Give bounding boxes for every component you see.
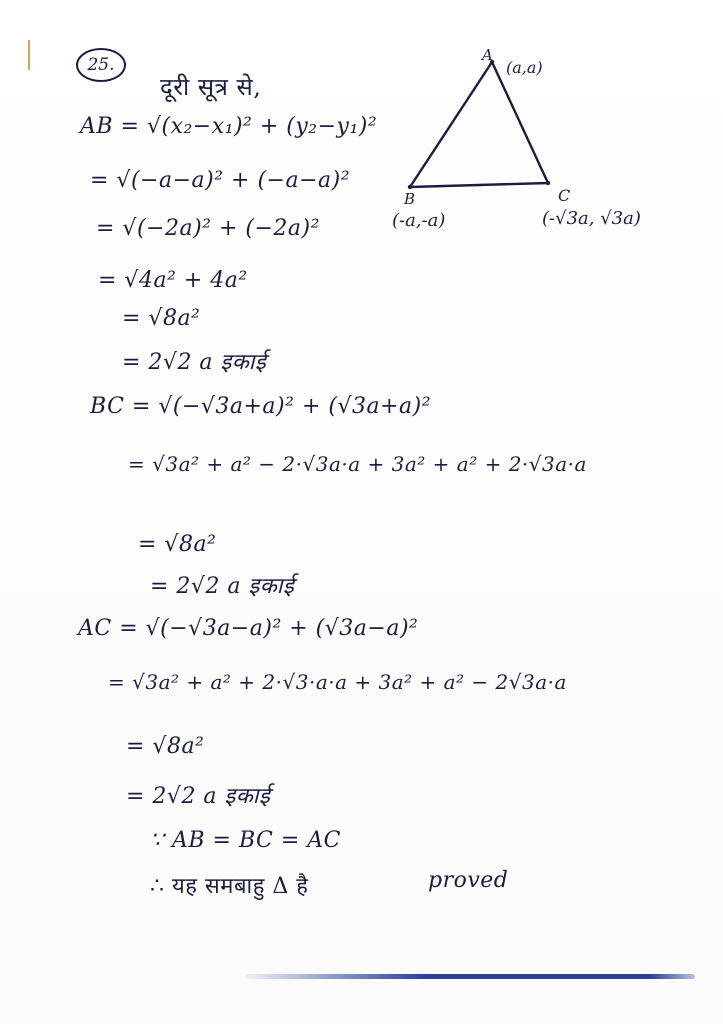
bc-line-4: = 2√2 a इकाई [150, 574, 295, 599]
ab-line-1: AB = √(x₂−x₁)² + (y₂−y₁)² [80, 114, 378, 139]
triangle-outline [410, 62, 548, 187]
ab-line-2: = √(−a−a)² + (−a−a)² [90, 168, 351, 193]
ac-line-1: AC = √(−√3a−a)² + (√3a−a)² [78, 616, 419, 641]
conclusion-therefore: ∴ यह समबाहु Δ है [150, 874, 309, 899]
solution-header: दूरी सूत्र से, [160, 73, 262, 101]
vertex-b-coords: (-a,-a) [392, 210, 446, 231]
ac-line-2: = √3a² + a² + 2·√3·a·a + 3a² + a² − 2√3a·a [108, 670, 567, 694]
vertex-b-dot [408, 185, 412, 189]
vertex-c-dot [546, 181, 550, 185]
ac-line-4: = 2√2 a इकाई [126, 784, 271, 809]
question-number: 25. [76, 48, 126, 82]
bc-line-1: BC = √(−√3a+a)² + (√3a+a)² [90, 394, 432, 419]
bc-line-2: = √3a² + a² − 2·√3a·a + 3a² + a² + 2·√3a·a [128, 452, 587, 476]
conclusion-proved: proved [428, 868, 509, 893]
ac-line-3: = √8a² [126, 734, 205, 759]
vertex-c-label: C [558, 186, 571, 205]
bc-line-3: = √8a² [138, 532, 217, 557]
ab-line-6: = 2√2 a इकाई [122, 350, 267, 375]
margin-mark [28, 40, 30, 70]
ab-line-4: = √4a² + 4a² [98, 268, 248, 293]
vertex-a-coords: (a,a) [506, 58, 543, 77]
vertex-a-label: A [482, 46, 493, 64]
ab-line-3: = √(−2a)² + (−2a)² [96, 216, 320, 241]
ab-line-5: = √8a² [122, 306, 201, 331]
vertex-c-coords: (-√3a, √3a) [542, 208, 641, 229]
bottom-rule [245, 974, 695, 979]
conclusion-since: ∵ AB = BC = AC [150, 828, 342, 853]
vertex-b-label: B [404, 190, 416, 208]
